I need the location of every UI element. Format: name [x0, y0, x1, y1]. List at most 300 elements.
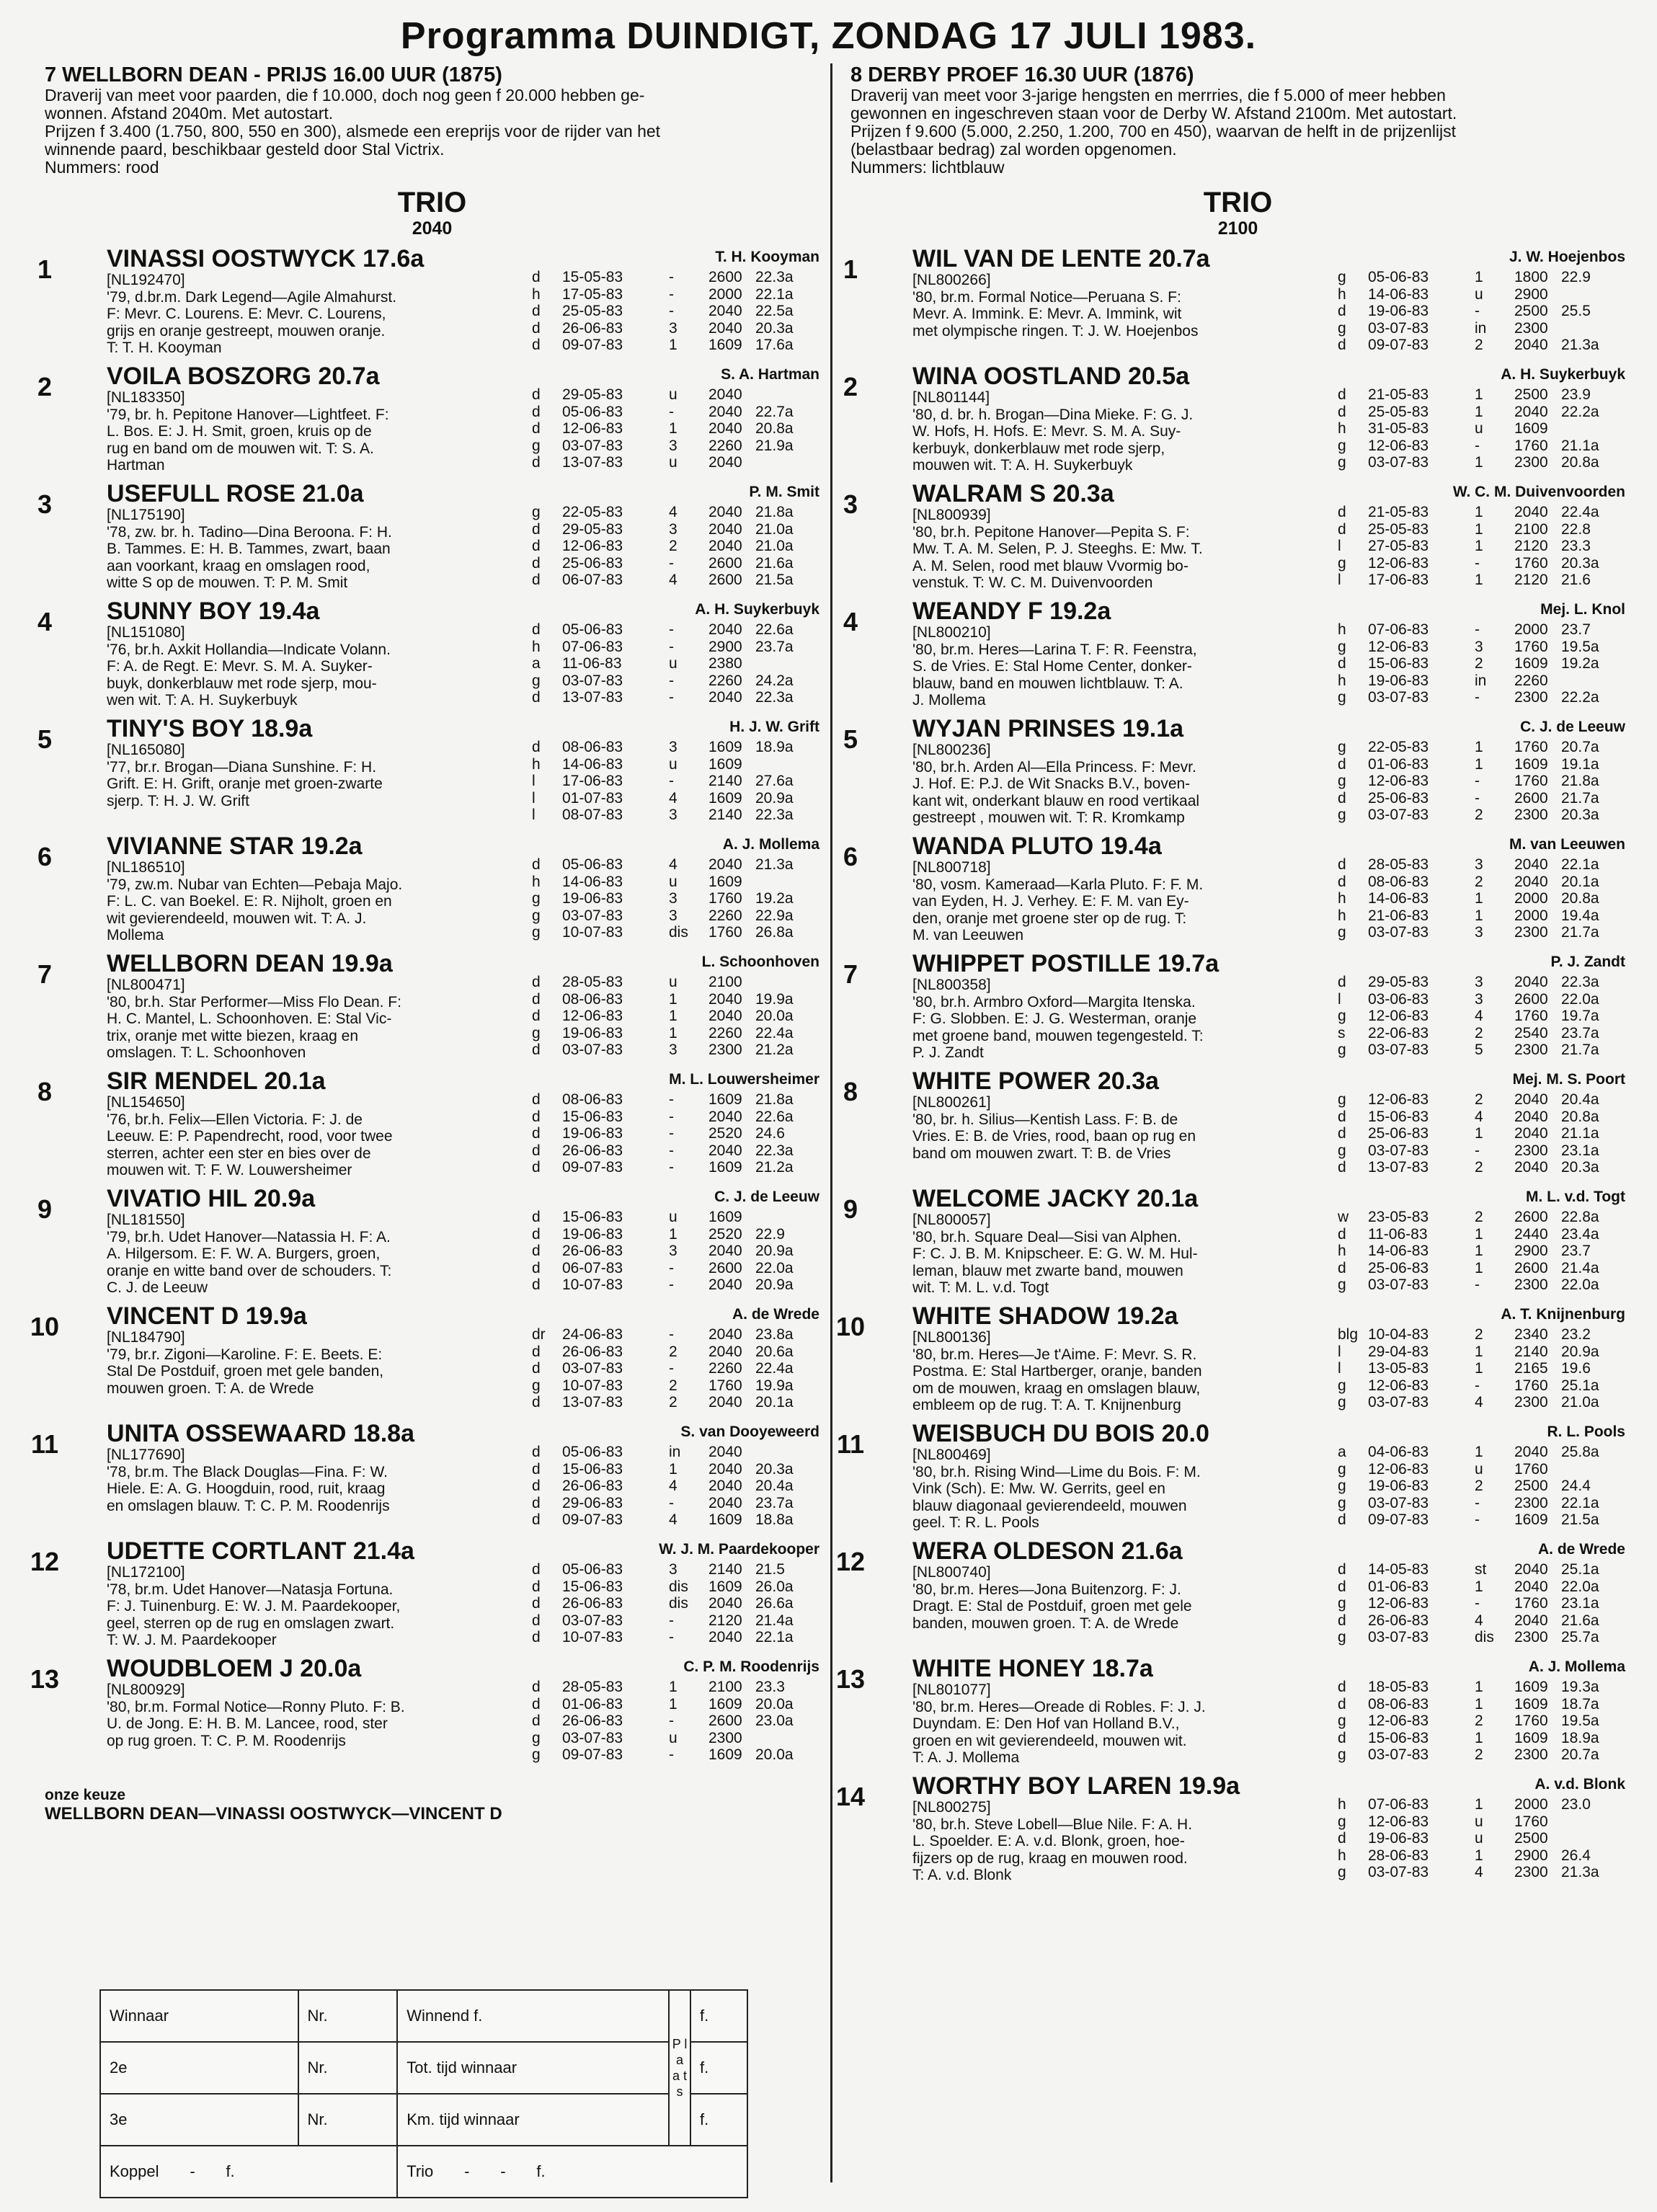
- track-code: d: [532, 572, 541, 588]
- run-time: 22.4a: [755, 1360, 794, 1377]
- run-line: [532, 504, 819, 521]
- run-distance: 2600: [708, 1259, 742, 1276]
- horse-number: 3: [37, 489, 53, 519]
- run-place: 2: [1475, 1091, 1483, 1108]
- run-place: 2: [1475, 337, 1483, 353]
- run-line: [1338, 1343, 1625, 1361]
- run-distance: 2040: [1514, 856, 1548, 873]
- horse-desc-line: '80, br.h. Rising Wind—Lime du Bois. F: M.: [912, 1463, 1201, 1480]
- run-line: [532, 1142, 819, 1160]
- run-place: u: [669, 454, 678, 471]
- horse-info: [912, 598, 1338, 709]
- run-date: 22-06-83: [1368, 1024, 1429, 1041]
- track-code: d: [532, 1695, 541, 1713]
- horse-desc-line: venstuk. T: W. C. M. Duivenvoorden: [912, 574, 1153, 591]
- run-date: 17-05-83: [562, 285, 623, 303]
- track-code: d: [1338, 1159, 1346, 1176]
- run-line: [532, 907, 819, 925]
- horse-number: 5: [843, 724, 858, 754]
- run-time: 20.9a: [755, 1243, 794, 1259]
- run-time: 19.1a: [1561, 755, 1599, 773]
- run-date: 14-06-83: [1368, 285, 1429, 303]
- run-distance: 1609: [1514, 1679, 1548, 1695]
- run-distance: 2300: [1514, 454, 1548, 471]
- run-date: 07-06-83: [1368, 621, 1429, 638]
- track-code: blg: [1338, 1326, 1359, 1343]
- run-line: [532, 1276, 819, 1294]
- track-code: d: [1338, 1729, 1346, 1746]
- run-date: 13-07-83: [562, 689, 623, 706]
- track-code: d: [1338, 1259, 1346, 1276]
- run-distance: 2000: [1514, 907, 1548, 924]
- run-distance: 1760: [1514, 773, 1548, 789]
- run-time: 20.9a: [755, 1276, 794, 1293]
- run-date: 01-06-83: [1368, 1578, 1429, 1595]
- horse-number: 12: [30, 1547, 60, 1576]
- recent-runs: [532, 1209, 819, 1294]
- horse-number: 9: [843, 1194, 858, 1224]
- horse-desc-line: B. Tammes. E: H. B. Tammes, zwart, baan: [107, 541, 391, 557]
- horse-desc-line: H. C. Mantel, L. Schoonhoven. E: Stal Vic-: [107, 1010, 392, 1027]
- track-code: g: [1338, 269, 1346, 285]
- run-date: 29-06-83: [562, 1494, 623, 1511]
- run-date: 18-05-83: [1368, 1679, 1429, 1695]
- run-time: 20.3a: [1561, 554, 1599, 572]
- run-line: [532, 1041, 819, 1059]
- run-date: 25-05-83: [1368, 520, 1429, 538]
- horse-desc-line: '79, d.br.m. Dark Legend—Agile Almahurst.: [107, 288, 397, 306]
- track-code: d: [532, 1578, 541, 1595]
- run-time: 20.0a: [755, 1746, 794, 1763]
- horse-desc-line: P. J. Zandt: [912, 1044, 984, 1061]
- track-code: d: [532, 1041, 541, 1058]
- run-date: 03-07-83: [1368, 1394, 1429, 1411]
- track-code: d: [532, 974, 541, 990]
- run-date: 15-06-83: [562, 1209, 623, 1225]
- run-distance: 2100: [708, 974, 742, 990]
- run-place: -: [1475, 1595, 1480, 1612]
- horse-number: 13: [835, 1664, 866, 1694]
- run-place: 1: [1475, 520, 1483, 538]
- recent-runs: [1338, 1679, 1625, 1764]
- horse-desc-line: banden, mouwen groen. T: A. de Wrede: [912, 1614, 1179, 1632]
- winner-nr-field[interactable]: Nr.: [298, 1990, 398, 2042]
- horse-desc-line: L. Spoelder. E: A. v.d. Blonk, groen, hoe-: [912, 1833, 1185, 1849]
- horse-desc-line: '80, br.h. Pepitone Hanover—Pepita S. F:: [912, 523, 1190, 541]
- place-amount-2[interactable]: f.: [690, 2042, 747, 2094]
- run-date: 12-06-83: [1368, 1091, 1429, 1108]
- horse-info: [912, 951, 1338, 1062]
- run-date: 03-07-83: [562, 1729, 623, 1746]
- horse-info: [107, 833, 532, 944]
- track-code: g: [532, 1024, 541, 1041]
- run-line: [532, 386, 819, 404]
- run-place: -: [669, 638, 674, 655]
- run-place: dis: [1475, 1629, 1494, 1645]
- race-header: 8 DERBY PROEF 16.30 UUR (1876): [850, 63, 1194, 86]
- race-desc-line: Draverij van meet voor paarden, die f 10.000, doch nog geen f 20.000 hebben ge-: [45, 86, 645, 105]
- horse-desc-line: op rug groen. T: C. P. M. Roodenrijs: [107, 1732, 346, 1749]
- horse-desc-line: leman, blauw met zwarte band, mouwen: [912, 1262, 1183, 1279]
- run-time: 23.1a: [1561, 1595, 1599, 1612]
- run-distance: 2900: [708, 638, 742, 655]
- track-code: d: [532, 269, 541, 285]
- run-time: 21.1a: [1561, 1125, 1599, 1142]
- run-distance: 1609: [708, 1578, 742, 1595]
- horse-entry: [37, 363, 819, 481]
- run-time: 20.1a: [1561, 873, 1599, 890]
- run-date: 31-05-83: [1368, 420, 1429, 437]
- run-date: 19-06-83: [562, 1024, 623, 1041]
- run-line: [1338, 1008, 1625, 1025]
- run-time: 27.6a: [755, 773, 794, 789]
- run-place: 1: [1475, 739, 1483, 755]
- run-date: 19-06-83: [1368, 1478, 1429, 1494]
- horse-desc-line: Vries. E: B. de Vries, rood, baan op rug en: [912, 1128, 1196, 1145]
- track-code: d: [532, 1091, 541, 1108]
- track-code: d: [532, 856, 541, 873]
- track-code: l: [1338, 1343, 1341, 1360]
- race-8-column: [835, 63, 1625, 1891]
- run-distance: 1760: [708, 924, 742, 941]
- run-line: [532, 286, 819, 303]
- run-time: 22.4a: [755, 1024, 794, 1041]
- horse-name: WINA OOSTLAND 20.5a: [912, 363, 1190, 390]
- horse-info: [912, 246, 1338, 339]
- race-desc-line: (belastbaar bedrag) zal worden opgenomen.: [850, 140, 1177, 159]
- horse-desc-line: '80, br.h. Arden Al—Ella Princess. F: Mevr.: [912, 758, 1196, 776]
- run-place: -: [1475, 773, 1480, 789]
- trio-label: Trio: [407, 2162, 434, 2180]
- horse-desc-line: [NL800210]: [912, 624, 991, 641]
- run-distance: 2520: [708, 1225, 742, 1243]
- track-code: d: [532, 1394, 541, 1411]
- run-line: [1338, 756, 1625, 773]
- horse-desc-line: kant wit, onderkant blauw en rood vertikaal: [912, 792, 1200, 809]
- run-time: 21.6a: [1561, 1612, 1599, 1629]
- track-code: g: [532, 924, 541, 941]
- run-date: 05-06-83: [1368, 269, 1429, 285]
- run-line: [1338, 890, 1625, 907]
- horse-number: 10: [30, 1312, 60, 1341]
- horse-description: [107, 1564, 532, 1649]
- horse-info: [912, 716, 1338, 827]
- track-code: d: [1338, 337, 1346, 353]
- winning-amount-field[interactable]: Winnend f.: [397, 1990, 669, 2042]
- horse-info: [107, 246, 532, 357]
- run-distance: 1760: [1514, 638, 1548, 655]
- run-line: [532, 639, 819, 656]
- driver-name: A. de Wrede: [1538, 1541, 1625, 1558]
- run-time: 25.1a: [1561, 1377, 1599, 1394]
- track-code: d: [1338, 1679, 1346, 1695]
- track-code: g: [1338, 1713, 1346, 1729]
- place-amount-3[interactable]: f.: [690, 2094, 747, 2146]
- driver-name: M. van Leeuwen: [1509, 836, 1625, 853]
- run-date: 24-06-83: [562, 1326, 623, 1343]
- run-date: 03-07-83: [562, 437, 623, 454]
- total-time-field[interactable]: Tot. tijd winnaar: [397, 2042, 669, 2094]
- run-line: [1338, 1226, 1625, 1243]
- run-line: [1338, 1813, 1625, 1831]
- run-time: 22.3a: [755, 269, 794, 285]
- run-date: 19-06-83: [1368, 303, 1429, 319]
- run-time: 20.9a: [1561, 1343, 1599, 1360]
- horse-info: [107, 951, 532, 1062]
- place-amount-1[interactable]: f.: [690, 1990, 747, 2042]
- run-line: [532, 320, 819, 337]
- horse-description: [107, 1212, 532, 1297]
- horse-desc-line: M. van Leeuwen: [912, 927, 1024, 943]
- horse-info: [107, 598, 532, 709]
- horse-desc-line: [NL800136]: [912, 1329, 991, 1346]
- horse-desc-line: van Eyden, H. J. Verhey. E: F. M. van Ey-: [912, 893, 1189, 910]
- horse-info: [107, 1068, 532, 1179]
- second-nr-field[interactable]: Nr.: [298, 2042, 398, 2094]
- run-distance: 2040: [708, 1326, 742, 1343]
- track-code: d: [532, 1511, 541, 1528]
- run-line: [1338, 1847, 1625, 1865]
- run-line: [1338, 1511, 1625, 1529]
- horse-number: 1: [843, 254, 858, 284]
- run-line: [532, 1377, 819, 1395]
- track-code: d: [532, 1360, 541, 1377]
- driver-name: S. van Dooyeweerd: [680, 1423, 819, 1440]
- driver-name: A. T. Knijnenburg: [1501, 1306, 1625, 1323]
- run-time: 21.4a: [1561, 1259, 1599, 1276]
- run-date: 01-06-83: [562, 1695, 623, 1713]
- horse-desc-line: [NL800471]: [107, 977, 185, 993]
- run-place: 1: [1475, 890, 1483, 907]
- run-date: 12-06-83: [1368, 1595, 1429, 1612]
- run-time: 22.8a: [1561, 1209, 1599, 1225]
- recent-runs: [532, 1326, 819, 1411]
- horse-entry: [836, 1420, 1625, 1538]
- run-date: 28-05-83: [562, 1679, 623, 1695]
- horse-desc-line: mouwen groen. T: A. de Wrede: [107, 1380, 314, 1397]
- run-date: 14-06-83: [562, 755, 623, 773]
- horse-entry: [835, 1772, 1625, 1891]
- horse-desc-line: '80, br.m. Heres—Je t'Aime. F: Mevr. S. R.: [912, 1346, 1197, 1363]
- recent-runs: [1338, 386, 1625, 471]
- run-line: [532, 1343, 819, 1361]
- horse-number: 11: [30, 1429, 59, 1459]
- run-place: -: [669, 1713, 674, 1729]
- horse-desc-line: Dragt. E: Stal de Postduif, groen met gele: [912, 1598, 1192, 1614]
- run-place: 1: [1475, 1444, 1483, 1460]
- driver-name: H. J. W. Grift: [729, 719, 819, 735]
- track-code: d: [1338, 1225, 1346, 1243]
- run-date: 13-07-83: [562, 1394, 623, 1411]
- third-nr-field[interactable]: Nr.: [298, 2094, 398, 2146]
- run-line: [1338, 572, 1625, 589]
- horse-description: [912, 1799, 1338, 1884]
- dash: -: [500, 2162, 506, 2180]
- run-distance: 2040: [1514, 1091, 1548, 1108]
- driver-name: P. J. Zandt: [1550, 954, 1625, 970]
- track-code: d: [532, 689, 541, 706]
- horse-description: [912, 624, 1338, 709]
- recent-runs: [532, 386, 819, 471]
- horse-number: 6: [843, 842, 858, 871]
- run-place: 1: [1475, 538, 1483, 554]
- run-line: [1338, 655, 1625, 672]
- run-line: [1338, 1478, 1625, 1495]
- run-date: 08-07-83: [562, 807, 623, 823]
- run-place: 1: [669, 1679, 678, 1695]
- track-code: g: [532, 1746, 541, 1763]
- koppel-field[interactable]: [100, 2146, 397, 2198]
- horse-name: WHITE SHADOW 19.2a: [912, 1302, 1178, 1330]
- horse-name: VINASSI OOSTWYCK 17.6a: [107, 245, 425, 272]
- run-place: 1: [669, 1225, 678, 1243]
- run-time: 22.0a: [1561, 1276, 1599, 1293]
- run-line: [532, 1226, 819, 1243]
- recent-runs: [1338, 739, 1625, 824]
- race-desc-line: Nummers: rood: [45, 158, 159, 177]
- run-line: [532, 756, 819, 773]
- run-distance: 2500: [1514, 1478, 1548, 1494]
- run-distance: 1609: [708, 1209, 742, 1225]
- run-time: 21.8a: [755, 1091, 794, 1108]
- run-line: [1338, 1326, 1625, 1343]
- horse-desc-line: Vink (Sch). E: Mw. W. Gerrits, geel en: [912, 1480, 1165, 1497]
- run-line: [1338, 1495, 1625, 1512]
- track-code: d: [532, 1460, 541, 1478]
- horse-desc-line: '80, br. h. Silius—Kentish Lass. F: B. de: [912, 1111, 1178, 1128]
- horse-entry: [843, 363, 1625, 481]
- recent-runs: [532, 269, 819, 354]
- run-place: -: [669, 1142, 674, 1159]
- run-line: [532, 672, 819, 690]
- run-place: 3: [669, 907, 678, 924]
- run-distance: 2040: [1514, 974, 1548, 990]
- track-code: d: [532, 1159, 541, 1176]
- second-label: 2e: [100, 2042, 298, 2094]
- track-code: d: [532, 538, 541, 554]
- run-time: 21.0a: [755, 520, 794, 538]
- run-distance: 2300: [1514, 924, 1548, 941]
- run-time: 25.7a: [1561, 1629, 1599, 1645]
- run-distance: 2600: [1514, 1209, 1548, 1225]
- horse-entry: [37, 832, 819, 951]
- run-line: [532, 856, 819, 874]
- horse-desc-line: Leeuw. E: P. Papendrecht, rood, voor twee: [107, 1128, 393, 1145]
- run-line: [532, 555, 819, 572]
- run-place: -: [1475, 621, 1480, 638]
- run-place: -: [669, 269, 674, 285]
- run-date: 25-06-83: [1368, 1259, 1429, 1276]
- track-code: d: [1338, 755, 1346, 773]
- run-time: 22.4a: [1561, 504, 1599, 520]
- horse-description: [912, 1329, 1338, 1414]
- horse-desc-line: '80, br.m. Heres—Larina T. F: R. Feenstra,: [912, 641, 1197, 658]
- run-time: 21.8a: [755, 504, 794, 520]
- run-time: 18.8a: [755, 1511, 794, 1528]
- run-date: 15-06-83: [562, 1108, 623, 1125]
- run-date: 15-05-83: [562, 269, 623, 285]
- run-line: [532, 1260, 819, 1277]
- horse-desc-line: '77, br.r. Brogan—Diana Sunshine. F: H.: [107, 758, 377, 776]
- run-date: 03-07-83: [562, 1612, 623, 1629]
- run-time: 19.2a: [755, 890, 794, 907]
- km-time-field[interactable]: Km. tijd winnaar: [397, 2094, 669, 2146]
- horse-desc-line: Hiele. E: A. G. Hoogduin, rood, ruit, kraag: [107, 1480, 386, 1497]
- koppel-label: Koppel: [110, 2162, 159, 2180]
- horse-info: [107, 716, 532, 809]
- run-distance: 1609: [1514, 755, 1548, 773]
- run-line: [532, 572, 819, 589]
- run-place: 4: [669, 1478, 678, 1494]
- horse-desc-line: [NL801144]: [912, 389, 990, 406]
- run-date: 08-06-83: [562, 1091, 623, 1108]
- run-place: u: [1475, 285, 1483, 303]
- run-place: 4: [669, 572, 678, 588]
- run-time: 21.9a: [755, 437, 794, 454]
- horse-name: VIVATIO HIL 20.9a: [107, 1185, 316, 1212]
- horse-desc-line: A. Hilgersom. E: F. W. A. Burgers, groen,: [107, 1245, 381, 1262]
- horse-info: [912, 363, 1338, 474]
- track-code: d: [1338, 1561, 1346, 1578]
- run-time: 19.9a: [755, 990, 794, 1008]
- run-distance: 2300: [1514, 319, 1548, 337]
- run-place: 3: [669, 437, 678, 454]
- run-date: 03-06-83: [1368, 990, 1429, 1008]
- horse-info: [107, 1538, 532, 1649]
- run-line: [532, 773, 819, 790]
- run-place: 1: [1475, 755, 1483, 773]
- run-line: [1338, 1730, 1625, 1747]
- run-date: 04-06-83: [1368, 1444, 1429, 1460]
- recent-runs: [532, 1561, 819, 1646]
- run-date: 05-06-83: [562, 1444, 623, 1460]
- run-time: 22.1a: [1561, 856, 1599, 873]
- horse-name: WHIPPET POSTILLE 19.7a: [912, 950, 1220, 977]
- run-line: [532, 790, 819, 807]
- horse-desc-line: [NL177690]: [107, 1447, 185, 1463]
- run-place: 2: [1475, 1326, 1483, 1343]
- run-distance: 1609: [1514, 1695, 1548, 1713]
- track-code: h: [1338, 621, 1346, 638]
- track-code: d: [1338, 403, 1346, 420]
- horse-description: [107, 742, 532, 809]
- horse-desc-line: '80, d. br. h. Brogan—Dina Mieke. F: G. J.: [912, 406, 1194, 423]
- track-code: h: [1338, 890, 1346, 907]
- run-line: [532, 1109, 819, 1126]
- horse-description: [107, 389, 532, 474]
- run-time: 22.1a: [755, 1629, 794, 1645]
- run-distance: 2600: [708, 554, 742, 572]
- run-line: [532, 1612, 819, 1630]
- trio-field[interactable]: [397, 2146, 747, 2198]
- run-place: -: [1475, 789, 1480, 807]
- horse-info: [912, 833, 1338, 944]
- run-date: 14-06-83: [562, 873, 623, 890]
- run-place: -: [1475, 689, 1480, 706]
- horse-entry: [37, 1067, 819, 1186]
- driver-name: A. de Wrede: [732, 1306, 819, 1323]
- horse-description: [912, 1564, 1338, 1632]
- driver-name: L. Schoonhoven: [701, 954, 819, 970]
- run-distance: 1609: [1514, 420, 1548, 437]
- horse-desc-line: embleem op de rug. T: A. T. Knijnenburg: [912, 1397, 1181, 1413]
- run-line: [1338, 437, 1625, 455]
- run-time: 21.8a: [1561, 773, 1599, 789]
- run-line: [532, 807, 819, 824]
- run-place: 4: [1475, 1394, 1483, 1411]
- race-desc-line: wonnen. Afstand 2040m. Met autostart.: [45, 104, 334, 123]
- run-date: 21-05-83: [1368, 386, 1429, 403]
